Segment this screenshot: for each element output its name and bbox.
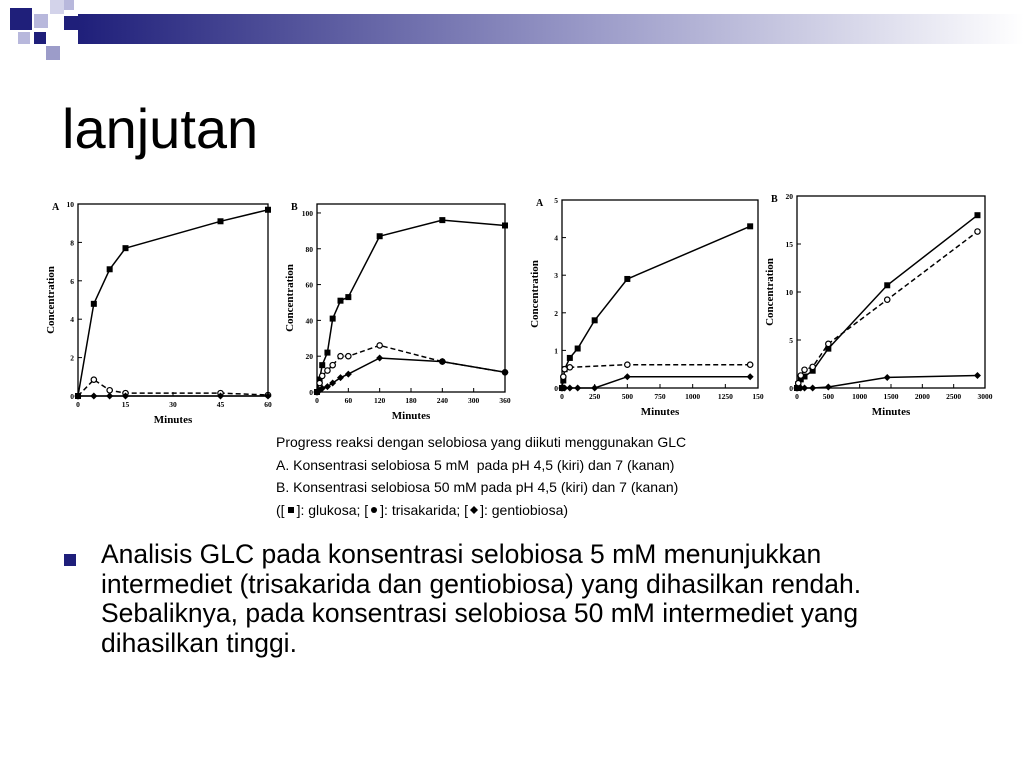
data-point-diamond — [591, 385, 598, 392]
x-tick-label: 1250 — [717, 392, 733, 401]
y-tick-label: 15 — [785, 240, 793, 249]
data-point-diamond — [574, 385, 581, 392]
data-point-circle — [975, 229, 980, 234]
legend-open: ([ — [276, 501, 285, 518]
x-tick-label: 1500 — [883, 392, 899, 401]
data-point-circle — [320, 373, 325, 378]
chart-1 — [40, 192, 275, 427]
y-tick-label: 20 — [305, 352, 313, 362]
plot-frame — [78, 204, 268, 396]
y-tick-label: 10 — [785, 288, 793, 297]
x-tick-label: 150 — [752, 392, 764, 401]
data-point-diamond — [747, 373, 754, 380]
series-line-circle — [78, 380, 268, 396]
caption-line-1: Progress reaksi dengan selobiosa yang diikuti menggunakan GLC — [276, 434, 687, 450]
data-point-diamond — [106, 393, 113, 400]
data-point-square — [502, 222, 508, 228]
chart-3 — [528, 188, 763, 423]
legend-trisakarida: ]: trisakarida; [ — [380, 501, 469, 518]
x-tick-label: 15 — [121, 400, 130, 409]
data-point-square — [107, 266, 113, 272]
series-line-square — [562, 226, 750, 388]
panel-label: B — [771, 194, 778, 205]
data-point-square — [345, 294, 351, 300]
legend-gentiobiosa: ]: gentiobiosa) — [480, 501, 569, 518]
chart-panel-3 — [528, 188, 763, 423]
data-point-circle — [325, 368, 330, 373]
data-point-circle — [338, 353, 343, 358]
data-point-square — [747, 223, 753, 229]
bullet-square-icon — [64, 554, 76, 566]
deco-square — [50, 0, 64, 14]
data-point-square — [884, 282, 890, 288]
y-tick-label: 0 — [554, 384, 558, 393]
x-tick-label: 250 — [589, 392, 601, 401]
deco-square — [46, 46, 60, 60]
data-point-circle — [625, 362, 630, 367]
y-tick-label: 0 — [309, 388, 313, 397]
data-point-square — [592, 317, 598, 323]
figure-caption — [276, 431, 686, 521]
series-line-square — [78, 210, 268, 396]
chart-2 — [275, 192, 520, 427]
x-tick-label: 3000 — [977, 392, 993, 401]
y-tick-label: 0 — [70, 392, 74, 401]
data-point-circle — [747, 362, 752, 367]
y-tick-label: 6 — [70, 276, 74, 286]
y-tick-label: 60 — [305, 280, 313, 290]
data-point-square — [575, 346, 581, 352]
caption-legend-line — [276, 499, 686, 522]
data-point-circle — [107, 388, 112, 393]
x-tick-label: 30 — [169, 400, 177, 409]
slide-title: lanjutan — [62, 97, 259, 160]
data-point-square — [123, 245, 129, 251]
series-line-square — [317, 220, 505, 392]
data-point-circle — [826, 341, 831, 346]
data-point-circle — [796, 381, 801, 386]
y-tick-label: 20 — [785, 192, 793, 201]
deco-square — [10, 8, 32, 30]
slide-header-decoration — [0, 0, 1024, 70]
x-tick-label: 500 — [621, 392, 633, 401]
x-axis-label: Minutes — [153, 414, 193, 426]
data-point-circle — [317, 380, 322, 385]
y-tick-label: 1 — [554, 346, 558, 356]
y-tick-label: 100 — [301, 208, 313, 218]
x-tick-label: 750 — [654, 392, 666, 401]
data-point-circle — [802, 367, 807, 372]
data-point-diamond — [345, 371, 352, 378]
data-point-square — [324, 350, 330, 356]
x-tick-label: 1000 — [852, 392, 868, 401]
caption-line-2: A. Konsentrasi selobiosa 5 mM pada pH 4,5 (kiri) dan 7 (kanan) — [276, 456, 675, 473]
deco-square — [18, 32, 30, 44]
circle-marker-icon — [368, 500, 380, 512]
data-point-circle — [810, 364, 815, 369]
panel-label: A — [536, 198, 544, 209]
data-point-diamond — [801, 385, 808, 392]
data-point-square — [377, 233, 383, 239]
x-tick-label: 2500 — [946, 392, 962, 401]
data-point-diamond — [90, 393, 97, 400]
y-axis-label: Concentration — [45, 266, 57, 334]
y-tick-label: 40 — [305, 316, 313, 326]
x-tick-label: 60 — [344, 396, 353, 405]
data-point-diamond — [439, 358, 446, 365]
data-point-circle — [346, 353, 351, 358]
x-tick-label: 240 — [436, 396, 448, 405]
y-axis-label: Concentration — [764, 258, 776, 326]
chart-panel-1 — [40, 192, 275, 427]
bullet-text: Analisis GLC pada konsentrasi selobiosa 5 mM menunjukkan intermediet (trisakarida dan gentiobiosa) yang dihasilkan rendah. Sebaliknya, pada konsentrasi selobiosa 50 mM intermediet yang dihasilkan tinggi. — [101, 539, 862, 658]
x-tick-label: 45 — [216, 400, 225, 409]
caption-line-3: B. Konsentrasi selobiosa 50 mM pada pH 4,5 (kiri) dan 7 (kanan) — [276, 479, 679, 495]
data-point-circle — [330, 362, 335, 367]
x-axis-label: Minutes — [871, 406, 911, 418]
x-axis-label: Minutes — [640, 406, 680, 418]
legend-glukosa: ]: glukosa; [ — [296, 501, 369, 518]
data-point-circle — [561, 374, 566, 379]
y-tick-label: 4 — [554, 233, 558, 243]
series-line-circle — [797, 232, 978, 389]
data-point-square — [218, 218, 224, 224]
data-point-square — [91, 301, 97, 307]
data-point-square — [265, 207, 271, 213]
y-tick-label: 10 — [66, 200, 74, 209]
deco-square — [34, 14, 48, 28]
x-tick-label: 0 — [795, 392, 799, 401]
data-point-circle — [562, 367, 567, 372]
square-marker-icon — [285, 500, 297, 512]
x-tick-label: 180 — [405, 396, 417, 405]
chart-panel-2 — [275, 192, 520, 427]
deco-square — [64, 0, 74, 10]
x-tick-label: 0 — [560, 392, 564, 401]
chart-4 — [760, 188, 1005, 423]
data-point-square — [439, 217, 445, 223]
panel-label: A — [52, 202, 60, 213]
data-point-diamond — [974, 372, 981, 379]
data-point-square — [624, 276, 630, 282]
panel-label: B — [291, 202, 298, 213]
series-line-diamond — [317, 358, 505, 392]
data-point-diamond — [376, 354, 383, 361]
plot-frame — [797, 196, 985, 388]
chart-panel-4 — [760, 188, 1005, 423]
x-tick-label: 300 — [468, 396, 480, 405]
y-tick-label: 8 — [70, 238, 74, 248]
deco-square — [34, 32, 46, 44]
diamond-marker-icon — [468, 500, 480, 512]
data-point-square — [974, 212, 980, 218]
x-tick-label: 500 — [822, 392, 834, 401]
y-tick-label: 5 — [789, 336, 793, 345]
x-axis-label: Minutes — [391, 410, 431, 422]
series-line-circle — [317, 345, 505, 392]
data-point-square — [567, 355, 573, 361]
data-point-circle — [798, 373, 803, 378]
data-point-circle — [885, 297, 890, 302]
y-tick-label: 3 — [554, 271, 558, 281]
data-point-diamond — [624, 373, 631, 380]
y-tick-label: 2 — [70, 353, 74, 363]
data-point-diamond — [825, 384, 832, 391]
y-tick-label: 5 — [554, 196, 558, 205]
y-axis-label: Concentration — [284, 264, 296, 332]
x-tick-label: 360 — [499, 396, 511, 405]
x-tick-label: 120 — [374, 396, 386, 405]
y-tick-label: 2 — [554, 308, 558, 318]
deco-square — [64, 16, 78, 30]
x-tick-label: 0 — [315, 396, 319, 405]
data-point-circle — [91, 377, 96, 382]
y-axis-label: Concentration — [529, 260, 541, 328]
y-tick-label: 4 — [70, 315, 74, 325]
y-tick-label: 0 — [789, 384, 793, 393]
data-point-diamond — [884, 374, 891, 381]
series-line-diamond — [562, 377, 750, 388]
x-tick-label: 60 — [264, 400, 272, 409]
data-point-diamond — [502, 369, 509, 376]
data-point-circle — [567, 365, 572, 370]
deco-band — [78, 14, 1024, 44]
y-tick-label: 80 — [305, 244, 313, 254]
data-point-square — [338, 298, 344, 304]
plot-frame — [562, 200, 758, 388]
data-point-square — [330, 316, 336, 322]
x-tick-label: 2000 — [914, 392, 930, 401]
data-point-diamond — [809, 385, 816, 392]
data-point-square — [319, 362, 325, 368]
data-point-circle — [377, 343, 382, 348]
data-point-diamond — [566, 385, 573, 392]
x-tick-label: 0 — [76, 400, 80, 409]
x-tick-label: 1000 — [685, 392, 701, 401]
